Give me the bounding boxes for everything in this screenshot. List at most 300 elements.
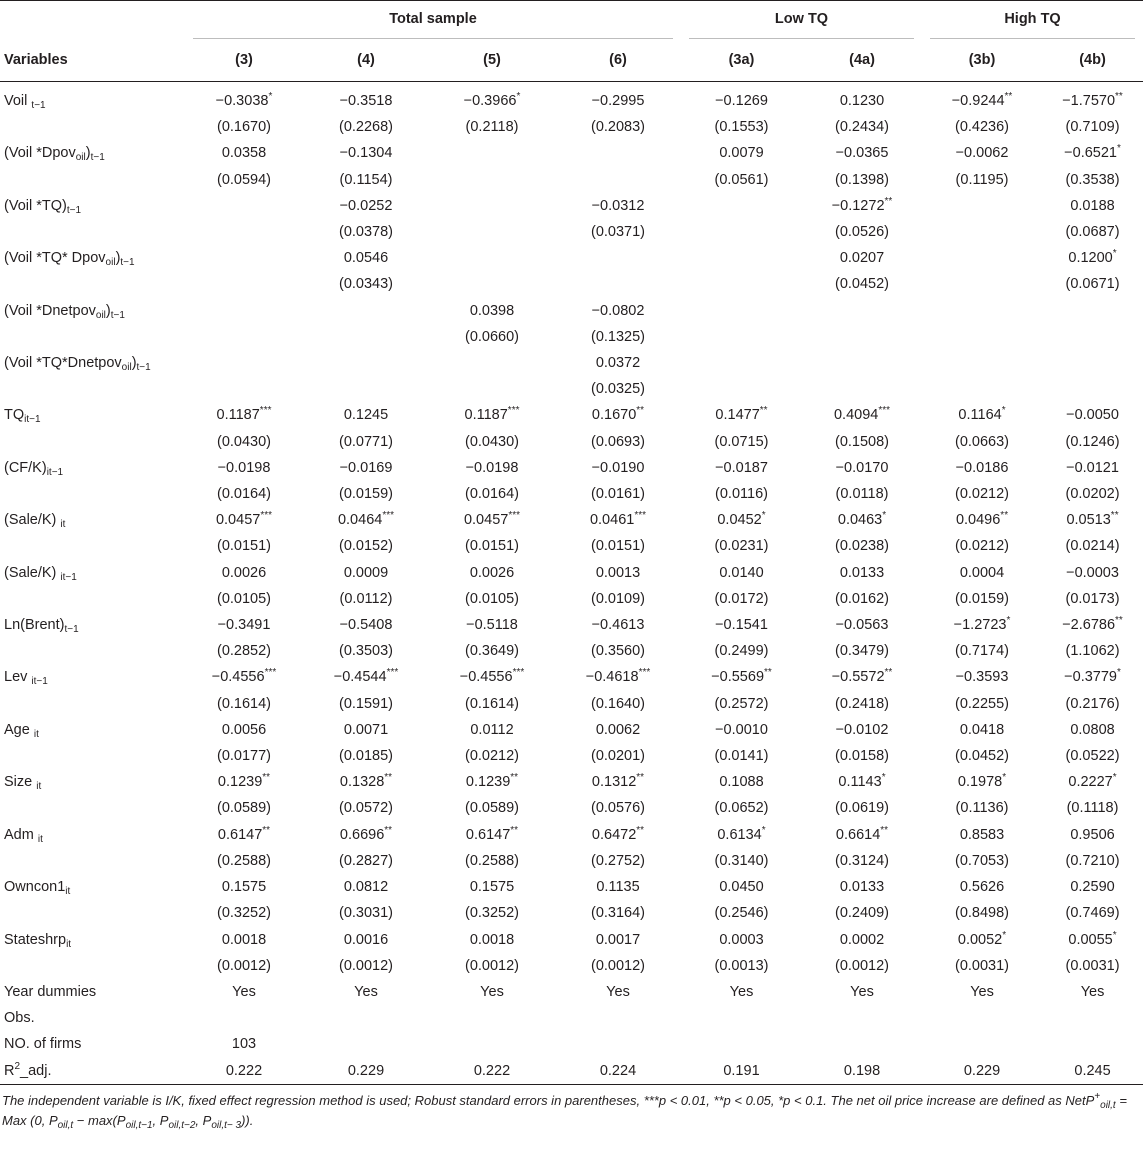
table-cell: (0.0378) [338, 224, 393, 241]
table-cell: 0.1245 [343, 407, 389, 424]
table-cell: 0.0112 [470, 721, 514, 738]
table-cell: 0.0056 [221, 721, 267, 738]
table-cell [429, 350, 555, 376]
table-cell [681, 1031, 802, 1057]
table-cell: (0.7109) [1065, 119, 1120, 136]
table-cell: 0.6134* [717, 824, 766, 843]
table-cell: 0.0464*** [337, 510, 395, 529]
table-cell: −0.4613 [591, 617, 645, 634]
row-label [0, 114, 185, 140]
table-cell: (0.1508) [835, 433, 890, 450]
table-cell: (0.0671) [1065, 276, 1120, 293]
table-row-coefficient [0, 612, 1143, 638]
table-cell: 0.1328** [339, 772, 393, 791]
table-cell [802, 350, 922, 376]
table-row-std-error [0, 114, 1143, 140]
table-cell: −0.3038* [215, 91, 273, 109]
table-cell: −2.6786** [1062, 615, 1123, 634]
row-label: NO. of firms [4, 1036, 82, 1053]
table-cell [185, 298, 303, 324]
table-cell: −0.1269 [715, 93, 768, 109]
table-cell: 0.0004 [959, 564, 1005, 581]
table-row-coefficient [0, 245, 1143, 271]
table-cell: (0.0112) [339, 590, 393, 607]
table-cell: 0.222 [185, 1058, 303, 1085]
table-cell: 103 [231, 1036, 257, 1053]
table-cell: −0.0190 [591, 459, 645, 476]
table-cell: 0.2227* [1068, 772, 1117, 791]
table-cell: (0.0185) [338, 748, 393, 765]
table-cell [555, 245, 681, 271]
table-row-std-error [0, 638, 1143, 664]
table-cell: 0.0026 [221, 564, 267, 581]
table-cell [922, 1005, 1042, 1031]
table-cell: −0.1272** [831, 195, 893, 214]
table-cell: (1.1062) [1065, 643, 1120, 660]
table-cell: −0.0312 [591, 197, 645, 214]
table-cell: 0.1477** [715, 405, 768, 424]
table-cell: −0.0170 [835, 459, 889, 476]
table-cell: 0.1239** [217, 772, 271, 791]
table-cell: (0.0238) [835, 538, 890, 555]
table-cell: (0.0526) [835, 224, 890, 241]
table-cell [429, 140, 555, 166]
row-label [0, 953, 185, 979]
table-cell: (0.0343) [338, 276, 393, 293]
table-cell: (0.0212) [464, 748, 519, 765]
table-cell: Yes [1080, 983, 1105, 1000]
table-cell: (0.3538) [1065, 171, 1120, 188]
table-cell [922, 298, 1042, 324]
table-cell [555, 140, 681, 166]
table-cell [681, 193, 802, 219]
table-cell: (0.0325) [590, 381, 645, 398]
table-row-std-error [0, 167, 1143, 193]
table-cell: (0.0771) [338, 433, 393, 450]
table-row-coefficient [0, 455, 1143, 481]
table-row-std-error [0, 795, 1143, 821]
table-cell: 0.0018 [469, 931, 515, 948]
table-cell: 0.0003 [719, 931, 764, 948]
table-cell: −0.5118 [466, 617, 518, 634]
row-label: (Voil $*Dnetpov_{oil})_{t-1}$ [4, 302, 125, 321]
table-cell: −0.0050 [1066, 407, 1119, 424]
table-cell: −0.0802 [591, 302, 645, 319]
table-cell: (0.2852) [216, 643, 271, 660]
table-cell: 0.6472** [591, 824, 645, 843]
table-cell: −0.4618*** [585, 667, 651, 686]
table-cell: 0.229 [303, 1058, 429, 1085]
table-row-std-error [0, 376, 1143, 402]
table-cell: Yes [480, 983, 504, 1000]
table-cell [429, 219, 555, 245]
row-label: $TQ_{it-1}$ [4, 407, 41, 426]
table-cell: (0.3649) [464, 643, 519, 660]
table-cell: 0.198 [802, 1058, 922, 1085]
table-cell [185, 350, 303, 376]
table-cell [429, 167, 555, 193]
row-label [0, 167, 185, 193]
table-cell: (0.2083) [590, 119, 645, 136]
row-label: Obs. [4, 1010, 35, 1027]
table-cell: 0.222 [429, 1058, 555, 1085]
table-footnote: The independent variable is I/K, fixed effect regression method is used; Robust standard errors in parentheses, ***p < 0.01, **p < 0.05, *p < 0.1. The net oil price increase are defined as NetP+$_{oil,t}$ = Max (0, $P_{oil,t} - \max(P_{oil,t-1}$, $P_{oil,t-2}$, $P_{oil,t- 3}$)). [2, 1090, 1127, 1131]
table-cell: (0.0172) [714, 590, 769, 607]
table-cell: (0.3124) [835, 852, 890, 869]
table-cell: (0.0158) [835, 748, 890, 765]
table-cell: 0.229 [922, 1058, 1042, 1085]
row-label [0, 691, 185, 717]
table-cell: Yes [970, 983, 994, 1000]
table-row-coefficient [0, 769, 1143, 795]
table-cell [555, 167, 681, 193]
row-label: $Ln(Brent)_{t-1}$ [4, 617, 79, 636]
table-cell: −0.0187 [715, 459, 768, 476]
table-cell: 0.0062 [595, 721, 641, 738]
table-cell [922, 324, 1042, 350]
table-cell: (0.0031) [955, 957, 1010, 974]
table-row-std-error [0, 533, 1143, 559]
row-label: (Voil $*Dpov_{oil})_{t-1}$ [4, 145, 105, 164]
table-cell: (0.2176) [1065, 695, 1120, 712]
table-cell: (0.0561) [714, 171, 769, 188]
table-cell [429, 271, 555, 297]
table-cell [303, 376, 429, 402]
table-cell: 0.1088 [719, 774, 764, 791]
table-cell: 0.1670** [591, 405, 645, 424]
table-cell: (0.0589) [216, 800, 271, 817]
row-label [0, 743, 185, 769]
table-cell: (0.1136) [955, 800, 1009, 817]
table-cell: −0.0003 [1066, 564, 1119, 581]
table-row-coefficient [0, 193, 1143, 219]
table-cell: (0.0151) [216, 538, 271, 555]
table-cell: (0.0202) [1065, 486, 1120, 503]
table-cell: (0.0012) [464, 957, 519, 974]
table-row-coefficient [0, 927, 1143, 953]
table-cell [681, 219, 802, 245]
table-cell: (0.7174) [955, 643, 1010, 660]
table-row-std-error [0, 900, 1143, 926]
table-cell: (0.7210) [1065, 852, 1120, 869]
row-label [0, 429, 185, 455]
table-cell: −0.0169 [339, 459, 393, 476]
table-cell [429, 1031, 555, 1057]
row-label [0, 586, 185, 612]
table-cell: (0.0161) [590, 486, 645, 503]
table-cell: −0.2995 [591, 93, 645, 109]
table-cell [802, 376, 922, 402]
table-cell: Yes [606, 983, 630, 1000]
table-cell: 0.0372 [595, 355, 641, 372]
table-cell: 0.6614** [835, 824, 889, 843]
table-cell: (0.0105) [216, 590, 271, 607]
table-cell: (0.2118) [465, 119, 519, 136]
group-header-row [0, 1, 1143, 40]
table-cell: (0.0151) [590, 538, 645, 555]
table-cell: −0.0252 [339, 197, 393, 214]
column-header-variables: Variables [0, 39, 185, 82]
table-cell: (0.0693) [590, 433, 645, 450]
table-cell: −0.0198 [217, 459, 271, 476]
table-cell: 0.1575 [469, 879, 515, 896]
row-label: (Sale/K) $_{it}$ [4, 512, 66, 531]
table-cell: 0.224 [555, 1058, 681, 1085]
table-row-coefficient [0, 507, 1143, 533]
table-cell: 0.6696** [339, 824, 393, 843]
table-cell [922, 376, 1042, 402]
table-cell [681, 376, 802, 402]
table-cell: 0.6147** [465, 824, 519, 843]
table-cell: 0.1187*** [216, 405, 272, 424]
column-header-model: (4) [303, 39, 429, 82]
table-cell: (0.7053) [955, 852, 1010, 869]
group-high-tq: High TQ [922, 1, 1143, 40]
row-label: Lev $_{it-1}$ [4, 669, 48, 688]
table-cell: 0.1143* [838, 772, 886, 791]
table-cell: (0.1325) [590, 328, 645, 345]
table-cell: Yes [850, 983, 874, 1000]
table-cell: −0.0062 [955, 145, 1009, 162]
table-cell: −0.5408 [339, 617, 393, 634]
table-row-coefficient [0, 82, 1143, 115]
table-cell: 0.0055* [1068, 929, 1117, 948]
table-row-coefficient [0, 1031, 1143, 1057]
table-cell [922, 193, 1042, 219]
table-cell: (0.1118) [1066, 800, 1119, 817]
table-cell: (0.2572) [714, 695, 769, 712]
table-cell: −0.5572** [831, 667, 893, 686]
table-cell: (0.0231) [714, 538, 769, 555]
row-label [0, 481, 185, 507]
table-cell: 0.0546 [343, 250, 389, 267]
table-cell: −0.3491 [217, 617, 271, 634]
table-cell: −0.3966* [463, 91, 521, 109]
table-cell: 0.4094*** [833, 405, 891, 424]
table-cell [802, 324, 922, 350]
table-cell: (0.8498) [955, 905, 1010, 922]
table-cell [185, 376, 303, 402]
table-cell: −0.0121 [1066, 459, 1119, 476]
table-cell: (0.3252) [216, 905, 271, 922]
table-cell [303, 1031, 429, 1057]
table-cell: (0.2418) [835, 695, 890, 712]
table-cell [429, 193, 555, 219]
table-cell: (0.2588) [464, 852, 519, 869]
table-cell: −0.4556*** [211, 667, 277, 686]
table-row-coefficient [0, 560, 1143, 586]
table-cell [303, 324, 429, 350]
row-label [0, 848, 185, 874]
table-cell: (0.0173) [1065, 590, 1120, 607]
table-cell [303, 1005, 429, 1031]
table-cell: 0.0398 [469, 302, 515, 319]
table-cell: (0.0109) [590, 590, 645, 607]
row-label: (Voil $*TQ)_{t-1}$ [4, 197, 82, 216]
table-cell: (0.0152) [338, 538, 393, 555]
table-cell: (0.7469) [1065, 905, 1120, 922]
table-cell: (0.3252) [464, 905, 519, 922]
table-cell: 0.0013 [595, 564, 641, 581]
table-cell [1042, 376, 1143, 402]
table-cell [922, 350, 1042, 376]
table-cell: 0.0140 [719, 564, 764, 581]
table-row-std-error [0, 324, 1143, 350]
table-cell: 0.0079 [719, 145, 764, 162]
table-cell: 0.1164* [958, 405, 1006, 424]
table-row-std-error [0, 691, 1143, 717]
row-label: $Owncon1_{it}$ [4, 879, 71, 898]
table-cell: (0.0594) [216, 171, 271, 188]
table-row-coefficient [0, 822, 1143, 848]
row-label: Size $_{it}$ [4, 774, 42, 793]
row-label: (Voil $*TQ*Dnetpov_{oil})_{t-1}$ [4, 355, 151, 374]
row-label [0, 324, 185, 350]
table-cell [185, 1005, 303, 1031]
table-cell: 0.1200* [1068, 248, 1117, 267]
table-cell [303, 298, 429, 324]
table-cell: (0.0430) [464, 433, 519, 450]
table-cell: 0.1978* [957, 772, 1007, 791]
column-header-model: (3b) [922, 39, 1042, 82]
table-cell: 0.1187*** [464, 405, 520, 424]
table-cell: (0.1154) [339, 171, 393, 188]
row-label [0, 533, 185, 559]
table-cell: (0.1591) [338, 695, 393, 712]
row-label: (Voil *TQ* $Dpov_{oil})_{t-1}$ [4, 250, 135, 269]
row-label [0, 900, 185, 926]
table-row-coefficient [0, 874, 1143, 900]
table-cell: (0.0105) [464, 590, 519, 607]
table-cell [1042, 350, 1143, 376]
table-cell: 0.0002 [839, 931, 885, 948]
table-cell: 0.0207 [839, 250, 885, 267]
table-row-std-error [0, 586, 1143, 612]
row-label: Voil $_{t-1}$ [4, 93, 46, 111]
table-cell: (0.0118) [835, 486, 889, 503]
table-cell: −0.0102 [835, 721, 889, 738]
table-cell: (0.0012) [835, 957, 890, 974]
row-label: Age $_{it}$ [4, 721, 39, 740]
table-row-coefficient [0, 1005, 1143, 1031]
table-row-coefficient [0, 1058, 1143, 1085]
table-cell: (0.1670) [216, 119, 271, 136]
table-cell: Yes [729, 983, 754, 1000]
table-cell [185, 245, 303, 271]
table-cell: 0.0133 [839, 879, 885, 896]
table-cell: (0.2268) [338, 119, 393, 136]
table-cell [681, 245, 802, 271]
table-cell: (0.1398) [835, 171, 890, 188]
row-label: Adm $_{it}$ [4, 826, 43, 845]
table-cell: (0.4236) [955, 119, 1010, 136]
table-cell: (0.3560) [590, 643, 645, 660]
table-cell: −0.1304 [339, 145, 393, 162]
table-cell: −0.6521* [1064, 143, 1121, 162]
table-cell [681, 350, 802, 376]
table-cell: 0.191 [681, 1058, 802, 1085]
column-header-model: (3a) [681, 39, 802, 82]
table-cell [802, 1005, 922, 1031]
table-cell: (0.0116) [715, 486, 768, 503]
row-label: Stateshrp$_{it}$ [4, 931, 72, 950]
row-label: $(CF/K)_{it-1}$ [4, 459, 64, 478]
table-cell: (0.0619) [835, 800, 890, 817]
table-cell: 0.0052* [957, 929, 1007, 948]
table-cell: (0.0214) [1065, 538, 1120, 555]
table-cell: 0.1239** [465, 772, 519, 791]
table-cell: 0.0461*** [589, 510, 647, 529]
table-cell: −1.7570** [1062, 91, 1123, 109]
column-header-row [0, 39, 1143, 82]
table-cell [922, 271, 1042, 297]
table-cell: (0.2546) [714, 905, 769, 922]
table-cell: (0.2827) [338, 852, 393, 869]
row-label: Year dummies [4, 983, 97, 1000]
table-row-coefficient [0, 350, 1143, 376]
table-cell: 0.0017 [595, 931, 641, 948]
table-cell: (0.3031) [338, 905, 393, 922]
table-cell: 0.0016 [343, 931, 389, 948]
table-cell: (0.0212) [955, 486, 1010, 503]
table-cell: (0.0452) [955, 748, 1010, 765]
table-row-std-error [0, 743, 1143, 769]
table-row-coefficient [0, 402, 1143, 428]
table-cell: (0.1553) [714, 119, 769, 136]
table-cell: 0.0452* [717, 510, 766, 529]
table-cell: (0.0212) [955, 538, 1010, 555]
table-cell: (0.1640) [590, 695, 645, 712]
table-cell: (0.0012) [216, 957, 271, 974]
table-row-coefficient [0, 979, 1143, 1005]
table-cell: (0.3479) [835, 643, 890, 660]
table-row-std-error [0, 848, 1143, 874]
table-cell: (0.0031) [1065, 957, 1120, 974]
table-cell: 0.1312** [591, 772, 645, 791]
table-cell: 0.0513** [1066, 510, 1119, 529]
table-row-coefficient [0, 140, 1143, 166]
table-cell: (0.0164) [216, 486, 271, 503]
table-cell: −0.0365 [835, 145, 889, 162]
table-cell: Yes [232, 983, 256, 1000]
table-cell: (0.3140) [714, 852, 769, 869]
table-cell: (0.0660) [464, 328, 519, 345]
table-cell: −0.1541 [715, 617, 768, 634]
table-cell: (0.0012) [338, 957, 393, 974]
table-cell: 0.1135 [596, 879, 640, 896]
table-cell: 0.0009 [343, 564, 389, 581]
table-cell [185, 193, 303, 219]
table-cell: 0.0026 [469, 564, 515, 581]
table-cell [1042, 298, 1143, 324]
table-cell: −0.0563 [835, 617, 889, 634]
table-cell: 0.1230 [839, 93, 885, 109]
table-cell: −0.5569** [711, 667, 772, 686]
table-cell: (0.0151) [464, 538, 519, 555]
row-label [0, 219, 185, 245]
table-row-coefficient [0, 717, 1143, 743]
column-header-model: (4b) [1042, 39, 1143, 82]
table-cell: (0.0013) [714, 957, 769, 974]
table-cell: 0.0812 [343, 879, 389, 896]
table-cell: (0.0576) [590, 800, 645, 817]
table-cell: (0.0663) [955, 433, 1010, 450]
table-cell [185, 219, 303, 245]
table-cell: (0.0715) [714, 433, 769, 450]
table-cell: 0.1575 [221, 879, 267, 896]
table-row-coefficient [0, 664, 1143, 690]
table-cell [303, 350, 429, 376]
